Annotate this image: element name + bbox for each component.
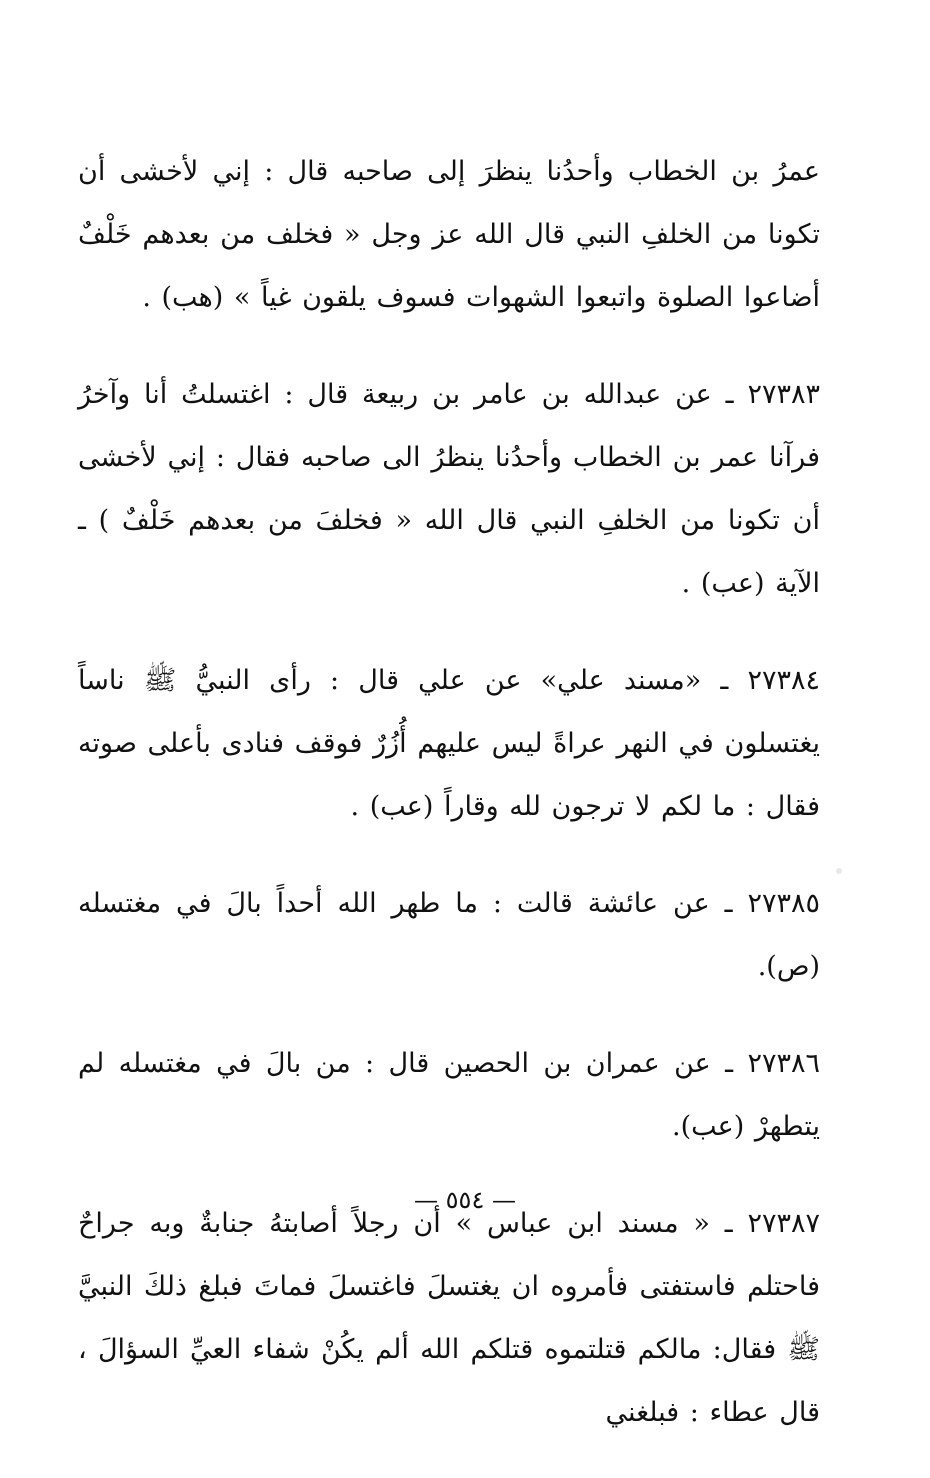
paragraph: ٢٧٣٨٧ ـ « مسند ابن عباس » أن رجلاً أصابتهُ جنابةٌ وبه جراحٌ فاحتلم فاستفتى فأمروه ان يغتسلَ فاغتسلَ فماتَ فبلغ ذلكَ النبيَّ ﷺ فقال: مالكم قتلتموه قتلكم الله ألم يكُنْ شفاء العيِّ السؤالَ ، قال عطاء : فبلغني: [78, 1208, 820, 1428]
paragraph: ٢٧٣٨٤ ـ «مسند علي» عن علي قال : رأى النبيُّ ﷺ ناساً يغتسلون في النهر عراةً ليس عليهم أُزُرٌ فوقف فنادى بأعلى صوته فقال : ما لكم لا ترجون لله وقاراً (عب) .: [78, 665, 820, 822]
paragraph: ٢٧٣٨٦ ـ عن عمران بن الحصين قال : من بالَ في مغتسله لم يتطهرْ (عب).: [78, 1048, 820, 1142]
page-number: — ٥٥٤ —: [414, 1186, 516, 1214]
text-body: [78, 140, 820, 1478]
paragraph: عمرُ بن الخطاب وأحدُنا ينظرَ إلى صاحبه قال : إني لأخشى أن تكونا من الخلفِ النبي قال الله عز وجل « فخلف من بعدهم خَلْفٌ أضاعوا الصلوة واتبعوا الشهوات فسوف يلقون غياً » (هب) .: [78, 156, 820, 313]
paragraph: ٢٧٣٨٣ ـ عن عبدالله بن عامر بن ربيعة قال : اغتسلتُ أنا وآخرُ فرآنا عمر بن الخطاب وأحدُنا ينظرُ الى صاحبه فقال : إني لأخشى أن تكونا من الخلفِ النبي قال الله « فخلفَ من بعدهم خَلْفٌ ) ـ الآية (عب) .: [78, 379, 820, 599]
scan-speck: [836, 868, 842, 874]
paragraph: ٢٧٣٨٥ ـ عن عائشة قالت : ما طهر الله أحداً بالَ في مغتسله (ص).: [78, 888, 820, 982]
